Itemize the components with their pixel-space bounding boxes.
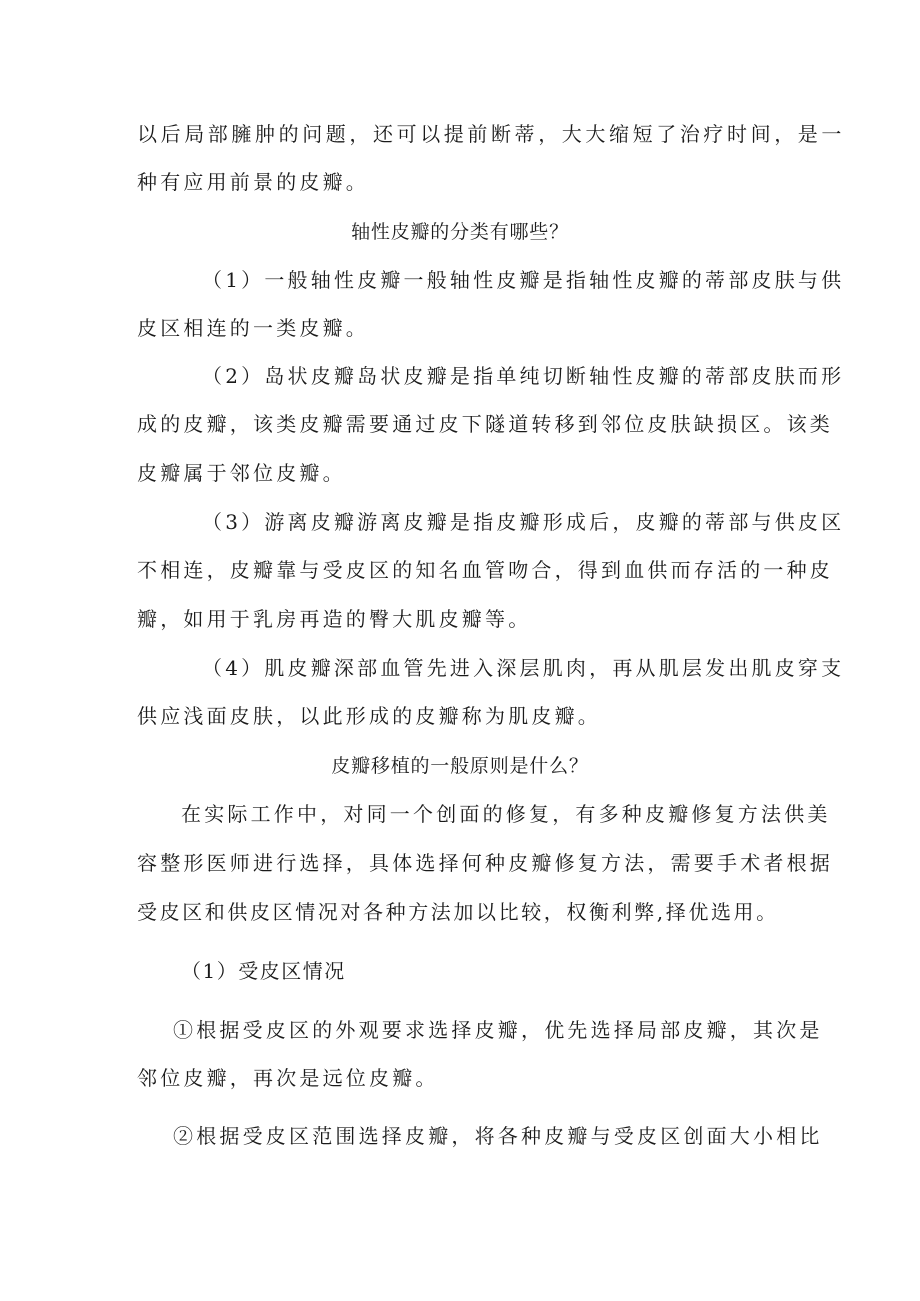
item3-line-3: 瓣，如用于乳房再造的臀大肌皮瓣等。 (137, 607, 532, 631)
item2-line-2: 成的皮瓣，该类皮瓣需要通过皮下隧道转移到邻位皮肤缺损区。该类 (137, 412, 833, 436)
point1-line-1: ①根据受皮区的外观要求选择皮瓣，优先选择局部皮瓣，其次是 (173, 1018, 823, 1042)
item3-line-1: （3）游离皮瓣游离皮瓣是指皮瓣形成后，皮瓣的蒂部与供皮区 (202, 510, 845, 534)
intro-line-1: 以后局部臃肿的问题，还可以提前断蒂，大大缩短了治疗时间，是一 (137, 122, 845, 146)
para-line-3: 受皮区和供皮区情况对各种方法加以比较，权衡利弊,择优选用。 (137, 900, 779, 924)
intro-line-2: 种有应用前景的皮瓣。 (137, 170, 369, 194)
item1-line-2: 皮区相连的一类皮瓣。 (137, 316, 369, 340)
item4-line-1: （4）肌皮瓣深部血管先进入深层肌肉，再从肌层发出肌皮穿支 (202, 656, 845, 680)
para-line-2: 容整形医师进行选择，具体选择何种皮瓣修复方法，需要手术者根据 (137, 851, 833, 875)
point1-line-2: 邻位皮瓣，再次是远位皮瓣。 (137, 1066, 439, 1090)
para-line-1: 在实际工作中，对同一个创面的修复，有多种皮瓣修复方法供美 (181, 802, 831, 826)
item2-line-1: （2）岛状皮瓣岛状皮瓣是指单纯切断轴性皮瓣的蒂部皮肤而形 (202, 364, 845, 388)
item2-line-3: 皮瓣属于邻位皮瓣。 (137, 461, 346, 485)
item1-line-1: （1）一般轴性皮瓣一般轴性皮瓣是指轴性皮瓣的蒂部皮肤与供 (202, 268, 845, 292)
section-heading-axial-flap-types: 轴性皮瓣的分类有哪些？ (351, 221, 569, 243)
section-heading-flap-transplant-principles: 皮瓣移植的一般原则是什么？ (331, 755, 589, 777)
item3-line-2: 不相连，皮瓣靠与受皮区的知名血管吻合，得到血供而存活的一种皮 (137, 558, 833, 582)
sub-heading-recipient-site: （1）受皮区情况 (181, 959, 346, 983)
point2-line-1: ②根据受皮区范围选择皮瓣，将各种皮瓣与受皮区创面大小相比 (173, 1124, 823, 1148)
item4-line-2: 供应浅面皮肤，以此形成的皮瓣称为肌皮瓣。 (137, 704, 601, 728)
